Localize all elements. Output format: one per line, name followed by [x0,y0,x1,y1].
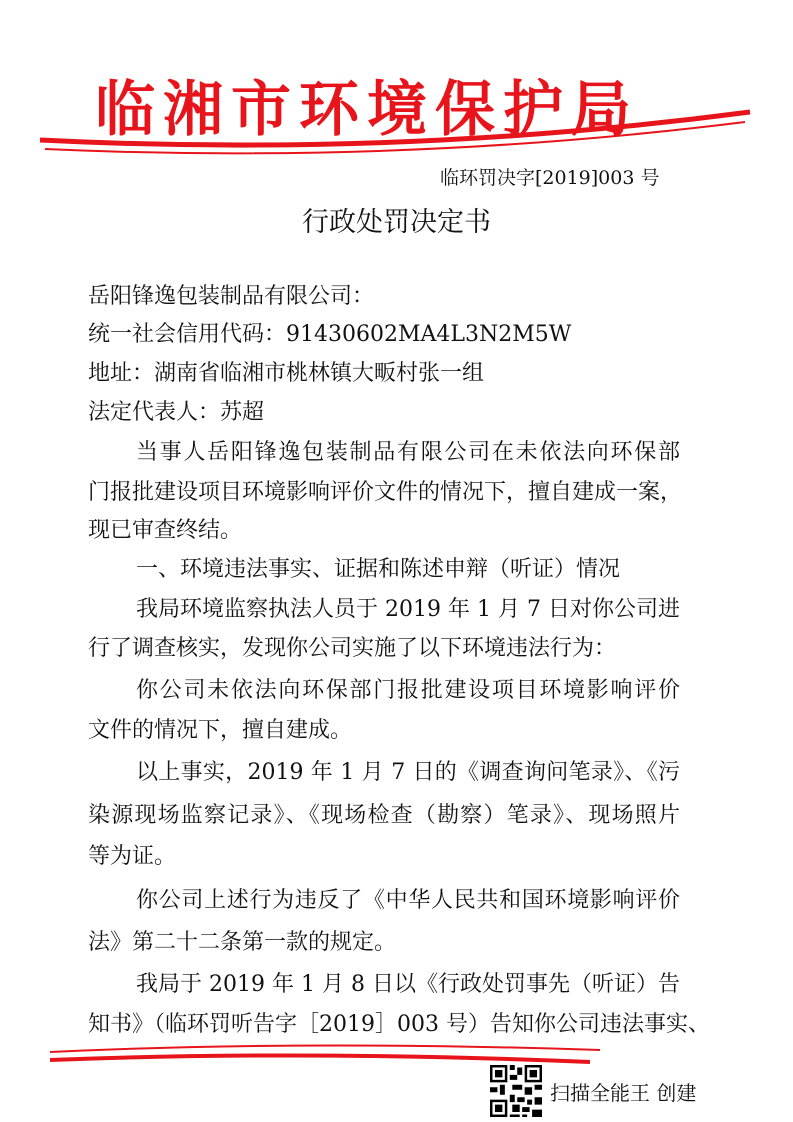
body-line: 现已审查终结。 [88,518,243,543]
scanner-watermark [490,1065,696,1117]
agency-letterhead: 临湘市环境保护局 [95,75,639,145]
qr-code-icon [490,1065,542,1117]
body-line: 我局于 2019 年 1 月 8 日以《行政处罚事先（听证）告 [136,972,680,997]
body-line: 你公司未依法向环保部门报批建设项目环境影响评价 [136,678,680,703]
body-line: 法》第二十二条第一款的规定。 [88,930,397,955]
body-line: 染源现场监察记录》、《现场检查（勘察）笔录》、现场照片 [88,803,680,828]
party-name: 岳阳锋逸包装制品有限公司： [88,284,375,309]
address: 地址：湖南省临湘市桃林镇大畈村张一组 [88,361,485,386]
body-line: 我局环境监察执法人员于 2019 年 1 月 7 日对你公司进 [136,597,680,622]
body-line: 知书》（临环罚听告字［2019］003 号）告知你公司违法事实、 [88,1012,710,1037]
section-heading: 一、环境违法事实、证据和陈述申辩（听证）情况 [136,557,621,582]
body-line: 行了调查核实，发现你公司实施了以下环境违法行为： [88,636,617,661]
watermark-text: 扫描全能王 创建 [550,1080,697,1105]
body-line: 文件的情况下，擅自建成。 [88,718,353,743]
body-line: 门报批建设项目环境影响评价文件的情况下，擅自建成一案， [88,480,683,505]
body-line: 当事人岳阳锋逸包装制品有限公司在未依法向环保部 [136,440,680,465]
credit-code: 统一社会信用代码：91430602MA4L3N2M5W [88,322,572,347]
body-line: 等为证。 [88,844,177,869]
body-line: 你公司上述行为违反了《中华人民共和国环境影响评价 [136,888,680,913]
legal-representative: 法定代表人：苏超 [88,400,265,425]
body-line: 以上事实，2019 年 1 月 7 日的《调查询问笔录》、《污 [136,760,680,785]
document-number: 临环罚决字[2019]003 号 [440,167,660,189]
document-title: 行政处罚决定书 [302,207,491,238]
